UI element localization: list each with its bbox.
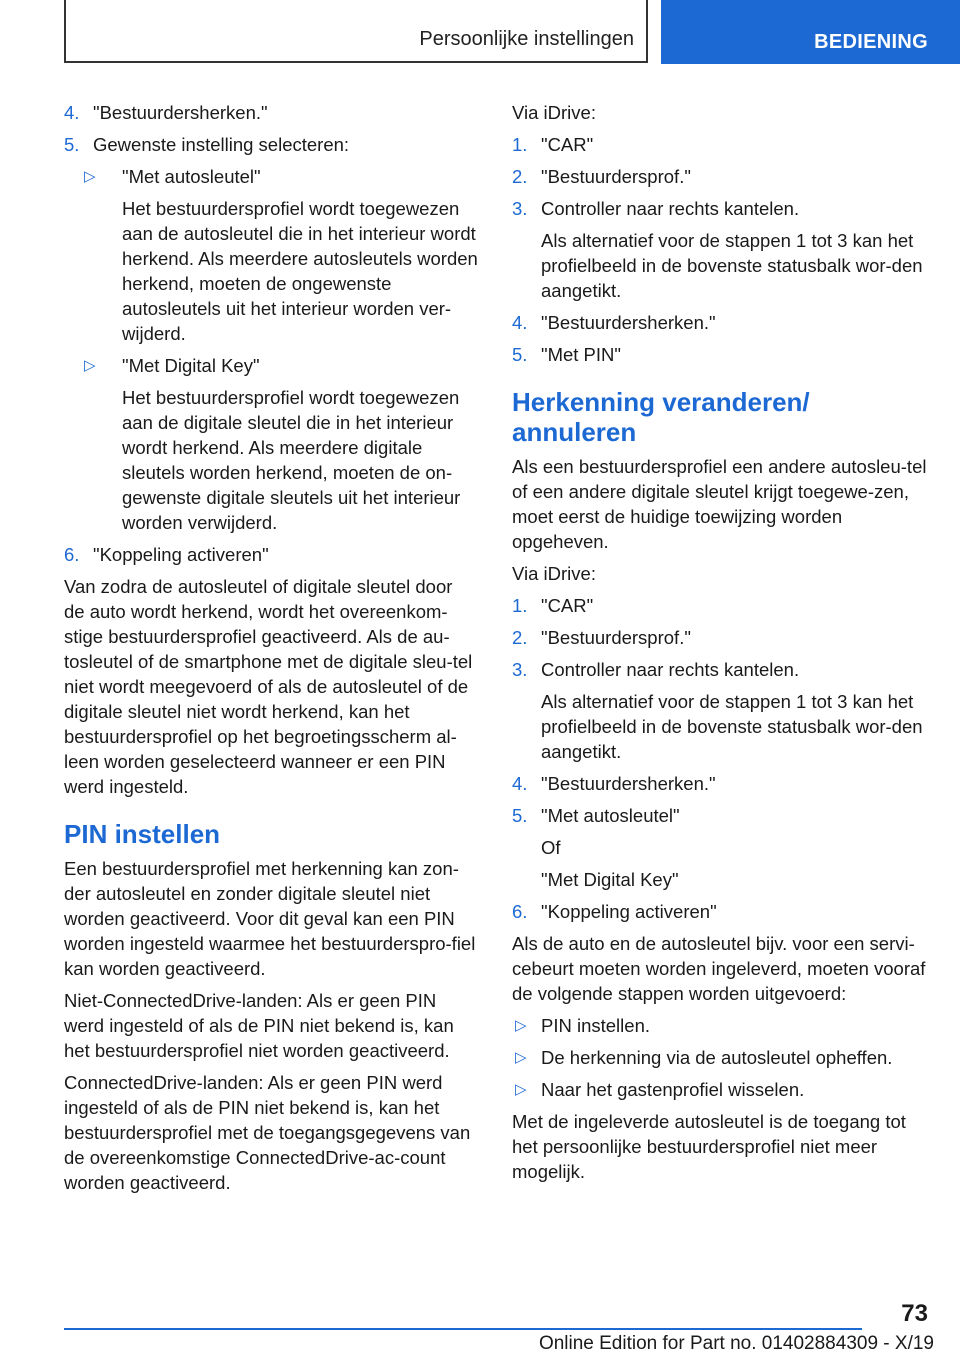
triangle-bullet-icon: ▷ — [515, 1049, 527, 1066]
list-item — [512, 899, 930, 924]
step-number: 2. — [512, 627, 528, 648]
header-section-box — [64, 0, 648, 63]
option-autosleutel — [64, 164, 478, 189]
step-note: Als alternatief voor de stappen 1 tot 3 kan het profielbeeld in de bovenste statusbalk wor-den aangetikt. — [541, 691, 923, 762]
step-alternative: "Met Digital Key" — [541, 869, 679, 890]
list-item — [512, 164, 930, 189]
list-item — [512, 196, 930, 221]
step-note: Als alternatief voor de stappen 1 tot 3 kan het profielbeeld in de bovenste statusbalk wor-den aangetikt. — [541, 230, 923, 301]
step-text: "Bestuurdersherken." — [93, 102, 268, 123]
step-number: 2. — [512, 166, 528, 187]
list-item-step-5 — [64, 132, 478, 157]
option-title: "Met autosleutel" — [122, 166, 261, 187]
triangle-bullet-icon: ▷ — [84, 357, 96, 374]
step-number: 6. — [512, 901, 528, 922]
triangle-bullet-icon: ▷ — [515, 1081, 527, 1098]
list-item-step-4 — [64, 100, 478, 125]
bullet-item — [512, 1013, 930, 1038]
step-text: "Bestuurdersherken." — [541, 773, 716, 794]
step-text: Controller naar rechts kantelen. — [541, 659, 800, 680]
step-number: 4. — [512, 312, 528, 333]
step-text: Controller naar rechts kantelen. — [541, 198, 800, 219]
body-paragraph: Niet-ConnectedDrive-landen: Als er geen PIN werd ingesteld of als de PIN niet bekend is, kan het bestuurdersprofiel niet worden geactiveerd. — [64, 990, 454, 1061]
list-item-step-6 — [64, 542, 478, 567]
section-heading-change: Herkenning veranderen/ annuleren — [512, 387, 810, 447]
list-item — [512, 132, 930, 157]
step-number: 4. — [512, 773, 528, 794]
bullet-text: Naar het gastenprofiel wisselen. — [541, 1079, 805, 1100]
step-text: "Bestuurdersherken." — [541, 312, 716, 333]
step-number: 3. — [512, 198, 528, 219]
step-number: 1. — [512, 595, 528, 616]
header-chapter-tab — [661, 0, 960, 64]
step-text: "Koppeling activeren" — [541, 901, 717, 922]
via-idrive-label: Via iDrive: — [512, 102, 596, 123]
body-paragraph: Met de ingeleverde autosleutel is de toegang tot het persoonlijke bestuurdersprofiel niet meer mogelijk. — [512, 1111, 906, 1182]
option-digital-key — [64, 353, 478, 378]
step-number: 1. — [512, 134, 528, 155]
list-item — [512, 657, 930, 682]
step-number: 5. — [512, 344, 528, 365]
list-item — [512, 803, 930, 828]
body-paragraph: Van zodra de autosleutel of digitale sleutel door de auto wordt herkend, wordt het overeenkom-stige bestuurdersprofiel geactiveerd. Als de au-tosleutel of de smartphone met de digitale sleu-tel niet wordt meegevoerd of als de autosleutel of de digitale sleutel niet wordt herkend, kan het bestuurdersprofiel op het begroetingsscherm al-leen worden geselecteerd wanneer er een PIN werd ingesteld. — [64, 576, 473, 797]
footer-edition: Online Edition for Part no. 01402884309 - X/19 — [538, 1333, 934, 1354]
step-number: 3. — [512, 659, 528, 680]
triangle-bullet-icon: ▷ — [84, 168, 96, 185]
step-text: "Bestuurdersprof." — [541, 166, 691, 187]
right-column — [512, 100, 930, 1191]
left-column — [64, 100, 478, 1202]
option-description: Het bestuurdersprofiel wordt toegewezen aan de autosleutel die in het interieur wordt herkend. Als meerdere autosleutels worden herkend, moeten de ongewenste autosleutels uit het interieur worden ver-wijderd. — [122, 198, 478, 344]
step-text: "Met autosleutel" — [541, 805, 680, 826]
page-number: 73 — [901, 1300, 928, 1327]
list-item — [512, 771, 930, 796]
body-paragraph: ConnectedDrive-landen: Als er geen PIN werd ingesteld of als de PIN niet bekend is, kan het bestuurdersprofiel met de toegangsgegevens van de overeenkomstige ConnectedDrive-ac-count worden geactiveerd. — [64, 1072, 471, 1193]
header-chapter-label: BEDIENING — [814, 31, 928, 53]
step-text: Gewenste instelling selecteren: — [93, 134, 350, 155]
bullet-item — [512, 1045, 930, 1070]
footer-divider — [64, 1328, 862, 1330]
step-text: "CAR" — [541, 595, 594, 616]
bullet-item — [512, 1077, 930, 1102]
step-text: "Bestuurdersprof." — [541, 627, 691, 648]
option-description: Het bestuurdersprofiel wordt toegewezen aan de digitale sleutel die in het interieur wordt herkend. Als meerdere digitale sleutels worden herkend, moeten de on-gewenste digitale sleutels uit het interieur worden verwijderd. — [122, 387, 461, 533]
triangle-bullet-icon: ▷ — [515, 1017, 527, 1034]
step-or: Of — [541, 837, 561, 858]
body-paragraph: Een bestuurdersprofiel met herkenning kan zon-der autosleutel en zonder digitale sleutel niet worden geactiveerd. Voor dit geval kan een PIN worden ingesteld waarmee het bestuurderspro-fiel kan worden geactiveerd. — [64, 858, 476, 979]
option-title: "Met Digital Key" — [122, 355, 260, 376]
step-text: "Koppeling activeren" — [93, 544, 269, 565]
list-item — [512, 593, 930, 618]
section-heading-pin: PIN instellen — [64, 819, 221, 849]
step-number: 6. — [64, 544, 80, 565]
step-number: 5. — [512, 805, 528, 826]
list-item — [512, 625, 930, 650]
body-paragraph: Als de auto en de autosleutel bijv. voor een servi-cebeurt moeten worden ingeleverd, moeten vooraf de volgende stappen worden uitgevoerd: — [512, 933, 926, 1004]
list-item — [512, 310, 930, 335]
step-number: 5. — [64, 134, 80, 155]
via-idrive-label: Via iDrive: — [512, 563, 596, 584]
step-text: "CAR" — [541, 134, 594, 155]
body-paragraph: Als een bestuurdersprofiel een andere autosleu-tel of een andere digitale sleutel krijgt toegewe-zen, moet eerst de huidige toewijzing worden opgeheven. — [512, 456, 927, 552]
step-number: 4. — [64, 102, 80, 123]
bullet-text: PIN instellen. — [541, 1015, 650, 1036]
header-section-title: Persoonlijke instellingen — [419, 28, 634, 50]
step-text: "Met PIN" — [541, 344, 621, 365]
bullet-text: De herkenning via de autosleutel opheffen. — [541, 1047, 893, 1068]
list-item — [512, 342, 930, 367]
